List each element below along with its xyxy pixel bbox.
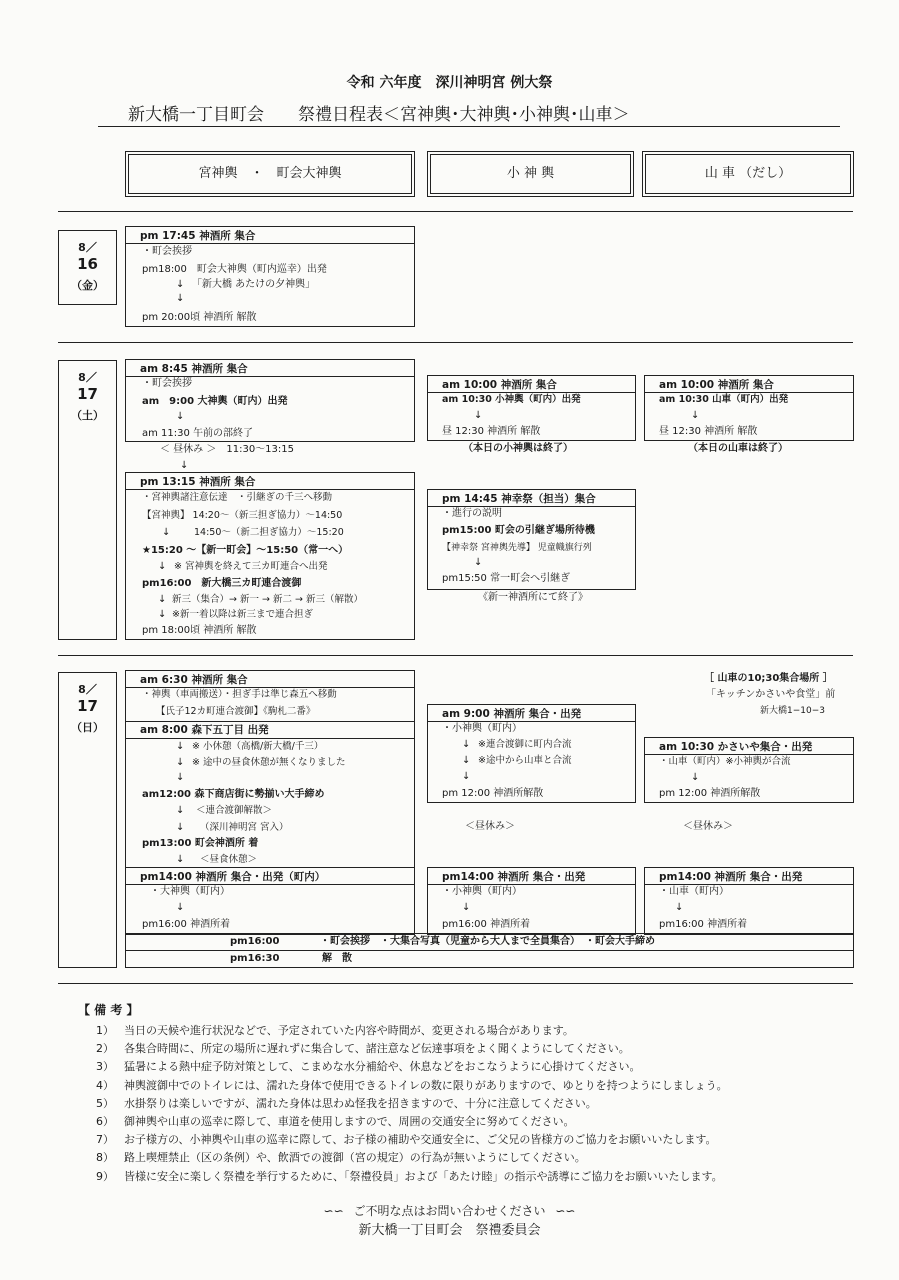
final-time-1: pm16:00: [230, 936, 280, 947]
sat-main-pm-line7: 新三（集合）→ 新一 → 新二 → 新三（解散）: [172, 594, 363, 605]
arrow-icon: ↓: [474, 557, 483, 568]
arrow-icon: ↓: [176, 411, 185, 422]
arrow-icon: ↓: [691, 410, 700, 421]
day16-line1: ・町会挨拶: [142, 246, 192, 257]
arrow-icon: ↓: [691, 772, 700, 783]
arrow-icon: ↓: [180, 460, 189, 471]
sat-main-am-line2: am 9:00 大神輿（町内）出発: [142, 396, 288, 407]
note-number: 9）: [96, 1169, 114, 1183]
sun-small-am-box: [427, 704, 636, 803]
sat-main-am-line3: am 11:30 午前の部終了: [142, 428, 254, 439]
decoration-icon: ∽∽: [555, 1204, 576, 1218]
column-header-dashi: 山 車 （だし）: [642, 151, 854, 197]
section-divider: [58, 211, 853, 212]
section-divider: [58, 983, 853, 984]
note-number: 7）: [96, 1133, 114, 1147]
sun-dashi-am-line1: ・山車（町内）※小神輿が合流: [659, 756, 791, 767]
sat-main-pm-line4: ★15:20 〜【新一町会】〜15:50（常一へ）: [142, 545, 349, 556]
note-item: [88, 1095, 597, 1111]
schedule-title: 新大橋一丁目町会 祭禮日程表＜宮神輿･大神輿･小神輿･山車＞: [128, 105, 630, 125]
day16-caption: pm 17:45 神酒所 集合: [140, 230, 256, 242]
final-text-2: 解 散: [322, 953, 352, 964]
sat-main-pm-line6: pm16:00 新大橋三カ町連合渡御: [142, 578, 302, 589]
arrow-icon: ↓: [158, 609, 167, 620]
note-item: [88, 1077, 728, 1093]
sun-dashi-am-caption: am 10:30 かさいや集合・出発: [659, 741, 813, 753]
sun-main-am-line9: ＜昼食休憩＞: [200, 854, 258, 865]
arrow-icon: ↓: [462, 902, 471, 913]
sun-small-am-line2: ※連合渡御に町内合流: [478, 739, 572, 750]
section-divider: [58, 342, 853, 343]
sun-dashi-am-after: ＜昼休み＞: [683, 821, 733, 832]
note-text: 各集合時間に、所定の場所に遅れずに集合して、諸注意など伝達事項をよく聞くようにしてください。: [124, 1042, 630, 1056]
sun-main-pm-line2: pm16:00 神酒所着: [142, 919, 231, 930]
sat-main-pm-caption: pm 13:15 神酒所 集合: [140, 476, 256, 488]
note-text: 神輿渡御中でのトイレには、濡れた身体で使用できるトイレの数に限りがありますので、ゆとりを持つようにしましょう。: [124, 1078, 728, 1092]
footer-contact-text: ご不明な点はお問い合わせください: [353, 1204, 546, 1218]
note-item: [88, 1113, 575, 1129]
sat-small-am-box: [427, 375, 636, 441]
notes-heading: 【 備 考 】: [78, 1003, 139, 1017]
sat-small-pm-line2: pm15:00 町会の引継ぎ場所待機: [442, 525, 595, 536]
note-number: 1）: [96, 1024, 114, 1037]
sun-main-am-line8: pm13:00 町会神酒所 着: [142, 838, 259, 849]
sun-small-pm-box: [427, 867, 636, 935]
note-item: [88, 1131, 716, 1147]
note-text: 水掛祭りは楽しいですが、濡れた身体は思わぬ怪我を招きますので、十分に注意してください。: [124, 1096, 597, 1110]
sat-main-pm-line9: pm 18:00頃 神酒所 解散: [142, 625, 257, 636]
arrow-icon: ↓: [675, 902, 684, 913]
sun-main-am-caption: am 6:30 神酒所 集合: [140, 674, 248, 686]
sun-main-pm-line1: ・大神輿（町内）: [150, 886, 230, 897]
dashi-meeting-place-title: ［ 山車の10;30集合場所 ］: [704, 673, 833, 684]
arrow-icon: ↓: [176, 279, 185, 290]
sun-small-pm-line2: pm16:00 神酒所着: [442, 919, 531, 930]
note-number: 8）: [96, 1151, 114, 1165]
note-text: 皆様に安全に楽しく祭禮を挙行するために、「祭禮役員」および「あたけ睦」の指示や誘導にご協力をお願いいたします。: [124, 1169, 723, 1183]
sat-dashi-am-box: [644, 375, 854, 441]
sun-dashi-pm-line2: pm16:00 神酒所着: [659, 919, 748, 930]
arrow-icon: ↓: [462, 739, 471, 750]
sun-small-pm-line1: ・小神輿（町内）: [442, 886, 522, 897]
sun-dashi-pm-line1: ・山車（町内）: [659, 886, 729, 897]
sun-small-am-caption: am 9:00 神酒所 集合・出発: [442, 708, 582, 720]
event-title: 令和 六年度 深川神明宮 例大祭: [346, 75, 553, 91]
sat-small-pm-after: 《新一神酒所にて終了》: [478, 592, 588, 603]
sat-small-pm-line1: ・進行の説明: [442, 508, 502, 519]
arrow-icon: ↓: [176, 741, 185, 752]
day16-main-box: [125, 226, 415, 327]
sat-small-pm-line3: 【神幸祭 宮神輿先導】 児童幟旗行列: [442, 543, 592, 553]
sun-small-am-line1: ・小神輿（町内）: [442, 723, 522, 734]
sat-main-pm-line8: ※新一着以降は新三まで連合担ぎ: [172, 609, 313, 620]
sun-small-am-line3: ※途中から山車と合流: [478, 755, 572, 766]
sun-dashi-am-line2: pm 12:00 神酒所解散: [659, 788, 761, 799]
arrow-icon: ↓: [176, 805, 185, 816]
note-item: [88, 1168, 723, 1184]
note-text: お子様方の、小神輿や山車の巡幸に際して、お子様の補助や交通安全に、ご父兄の皆様方のご協力をお願いいたします。: [124, 1133, 717, 1147]
sun-small-am-after: ＜昼休み＞: [465, 821, 515, 832]
sat-main-am-caption: am 8:45 神酒所 集合: [140, 363, 248, 375]
title-underline: [98, 126, 840, 127]
sat-main-pm-line2: 【宮神輿】 14:20〜（新三担ぎ協力）〜14:50: [142, 510, 343, 521]
footer-organizer: 新大橋一丁目町会 祭禮委員会: [358, 1223, 541, 1238]
date-box-17-sun: 8／ 17 （日）: [58, 672, 117, 968]
sun-dashi-pm-caption: pm14:00 神酒所 集合・出発: [659, 871, 803, 883]
sun-main-am-line1: ・神輿（車両搬送）・担ぎ手は準じ森五へ移動: [142, 689, 337, 700]
note-item: [88, 1022, 574, 1038]
note-number: 4）: [96, 1078, 114, 1092]
sat-lunch-break: ＜ 昼休み ＞ 11:30〜13:15: [160, 444, 294, 455]
sat-small-am-line1: am 10:30 小神輿（町内）出発: [442, 394, 581, 405]
sat-dashi-am-caption: am 10:00 神酒所 集合: [659, 379, 774, 391]
sat-small-am-caption: am 10:00 神酒所 集合: [442, 379, 557, 391]
sat-main-am-box: [125, 359, 415, 442]
sat-dashi-am-after: （本日の山車は終了）: [688, 443, 788, 454]
note-text: 路上喫煙禁止（区の条例）や、飲酒での渡御（宮の規定）の行為が無いようにしてください。: [124, 1151, 586, 1165]
dashi-meeting-place-address: 新大橋1−10−3: [760, 706, 825, 716]
sun-main-am-line6: ＜連合渡御解散＞: [196, 805, 273, 816]
sun-main-am-line2: 【氏子12カ町連合渡御】《駒札二番》: [156, 706, 316, 717]
note-number: 6）: [96, 1115, 114, 1128]
arrow-icon: ↓: [176, 854, 185, 865]
sun-main-am-box: [125, 670, 415, 868]
note-number: 3）: [96, 1060, 114, 1074]
final-assembly-box: [125, 933, 854, 968]
sun-small-am-line4: pm 12:00 神酒所解散: [442, 788, 544, 799]
sun-main-am-caption2: am 8:00 森下五丁目 出発: [140, 724, 269, 736]
decoration-icon: ∽∽: [323, 1204, 344, 1218]
date-box-16: 8／ 16 （金）: [58, 230, 117, 305]
dashi-meeting-place-name: 「キッチンかさいや食堂」前: [706, 689, 836, 700]
arrow-icon: ↓: [176, 757, 185, 768]
arrow-icon: ↓: [462, 755, 471, 766]
note-text: 当日の天候や進行状況などで、予定されていた内容や時間が、変更される場合があります。: [124, 1024, 574, 1037]
sun-dashi-am-box: [644, 737, 854, 803]
note-item: [88, 1058, 641, 1074]
note-number: 2）: [96, 1042, 114, 1056]
note-text: 猛暑による熱中症予防対策として、こまめな水分補給や、休息などをおこなうように心掛けてください。: [124, 1060, 641, 1074]
sat-dashi-am-line1: am 10:30 山車（町内）出発: [659, 394, 789, 405]
day16-line2: pm18:00 町会大神輿（町内巡幸）出発: [142, 264, 327, 275]
sun-main-am-line4: ※ 途中の昼食休憩が無くなりました: [192, 757, 346, 768]
sat-small-pm-caption: pm 14:45 神幸祭（担当）集合: [442, 493, 596, 505]
sat-small-am-line2: 昼 12:30 神酒所 解散: [442, 426, 541, 437]
arrow-icon: ↓: [474, 410, 483, 421]
sun-small-pm-caption: pm14:00 神酒所 集合・出発: [442, 871, 586, 883]
note-text: 御神輿や山車の巡幸に際して、車道を使用しますので、周囲の交通安全に努めてください。: [124, 1115, 575, 1128]
arrow-icon: ↓: [462, 771, 471, 782]
sun-dashi-pm-box: [644, 867, 854, 935]
sat-main-pm-line1: ・宮神輿諸注意伝達 ・引継ぎの千三へ移動: [142, 492, 333, 503]
sat-main-am-line1: ・町会挨拶: [142, 378, 192, 389]
footer-contact: [0, 1204, 899, 1218]
sun-main-am-line3: ※ 小休憩（高橋/新大橋/千三）: [192, 741, 324, 752]
day16-line4: pm 20:00頃 神酒所 解散: [142, 312, 257, 323]
arrow-icon: ↓: [176, 822, 185, 833]
note-item: [88, 1149, 586, 1165]
column-header-mikoshi: 宮神輿 ・ 町会大神輿: [125, 151, 415, 197]
arrow-icon: ↓: [176, 902, 185, 913]
day16-line3: 「新大橋 あたけの夕神輿」: [192, 279, 316, 290]
final-time-2: pm16:30: [230, 953, 280, 964]
sat-main-pm-line3: 14:50〜（新二担ぎ協力）〜15:20: [194, 527, 344, 538]
sat-small-pm-box: [427, 489, 636, 590]
column-header-small-mikoshi: 小 神 輿: [427, 151, 634, 197]
arrow-icon: ↓: [158, 594, 167, 605]
arrow-icon: ↓: [176, 293, 185, 304]
sat-small-am-after: （本日の小神輿は終了）: [463, 443, 573, 454]
sun-main-pm-caption: pm14:00 神酒所 集合・出発（町内）: [140, 871, 326, 883]
arrow-icon: ↓: [158, 561, 167, 572]
sun-main-am-line7: （深川神明宮 宮入）: [200, 822, 289, 833]
note-number: 5）: [96, 1096, 114, 1110]
date-box-17-sat: 8／ 17 （土）: [58, 360, 117, 640]
final-text-1: ・町会挨拶 ・大集合写真（児童から大人まで全員集合） ・町会大手締め: [320, 936, 655, 947]
arrow-icon: ↓: [162, 527, 171, 538]
sun-main-am-line5: am12:00 森下商店街に勢揃い大手締め: [142, 789, 325, 800]
arrow-icon: ↓: [176, 772, 185, 783]
section-divider: [58, 655, 853, 656]
sat-dashi-am-line2: 昼 12:30 神酒所 解散: [659, 426, 758, 437]
sat-main-pm-line5: ※ 宮神輿を終えて三カ町連合へ出発: [174, 561, 328, 572]
sat-main-pm-box: [125, 472, 415, 640]
sun-main-pm-box: [125, 867, 415, 935]
note-item: [88, 1040, 630, 1056]
sat-small-pm-line4: pm15:50 常一町会へ引継ぎ: [442, 573, 571, 584]
